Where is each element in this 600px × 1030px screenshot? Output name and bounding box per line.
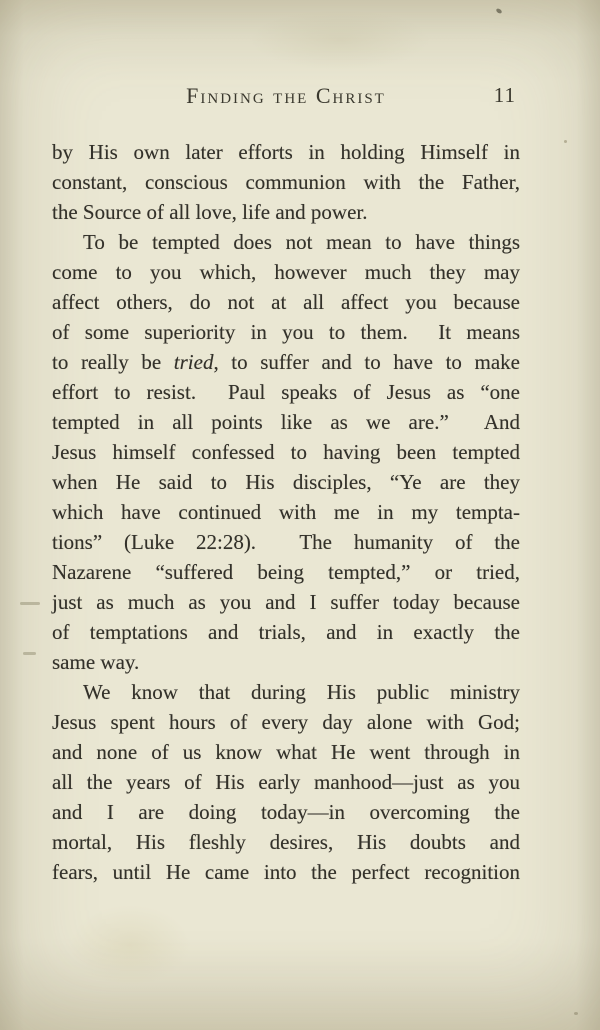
running-header-title: Finding the Christ — [186, 83, 386, 108]
text-line: to really be tried, to suffer and to have to make — [52, 350, 520, 374]
page-body — [52, 137, 520, 887]
text-line: effort to resist. Paul speaks of Jesus as “one — [52, 380, 520, 404]
paper-speck — [574, 1012, 578, 1015]
text-line: just as much as you and I suffer today because — [52, 590, 520, 614]
text-line: mortal, His fleshly desires, His doubts and — [52, 830, 520, 854]
text-line: come to you which, however much they may — [52, 260, 520, 284]
text-line: and none of us know what He went through in — [52, 740, 520, 764]
text-line: affect others, do not at all affect you because — [52, 290, 520, 314]
paper-speck — [564, 140, 567, 143]
margin-mark — [20, 602, 40, 605]
text-line: when He said to His disciples, “Ye are they — [52, 470, 520, 494]
text-line: of temptations and trials, and in exactly the — [52, 620, 520, 644]
text-line: the Source of all love, life and power. — [52, 200, 368, 224]
text-line: tions” (Luke 22:28). The humanity of the — [52, 530, 520, 554]
text-line: by His own later efforts in holding Himself in — [52, 140, 520, 164]
text-line: Nazarene “suffered being tempted,” or tried, — [52, 560, 520, 584]
text-line: which have continued with me in my tempta- — [52, 500, 520, 524]
running-header — [52, 83, 520, 109]
text-line: all the years of His early manhood—just as you — [52, 770, 520, 794]
text-line: same way. — [52, 650, 140, 674]
text-line: We know that during His public ministry — [83, 680, 520, 704]
text-line: tempted in all points like as we are.” And — [52, 410, 520, 434]
page-number: 11 — [493, 83, 516, 107]
page-content — [52, 0, 520, 1030]
text-line: To be tempted does not mean to have things — [83, 230, 520, 254]
text-line: fears, until He came into the perfect recognition — [52, 860, 520, 884]
text-line: constant, conscious communion with the Father, — [52, 170, 520, 194]
text-line: of some superiority in you to them. It means — [52, 320, 520, 344]
text-line: Jesus spent hours of every day alone with God; — [52, 710, 520, 734]
text-line: Jesus himself confessed to having been tempted — [52, 440, 520, 464]
text-line: and I are doing today—in overcoming the — [52, 800, 520, 824]
margin-mark — [23, 652, 36, 655]
